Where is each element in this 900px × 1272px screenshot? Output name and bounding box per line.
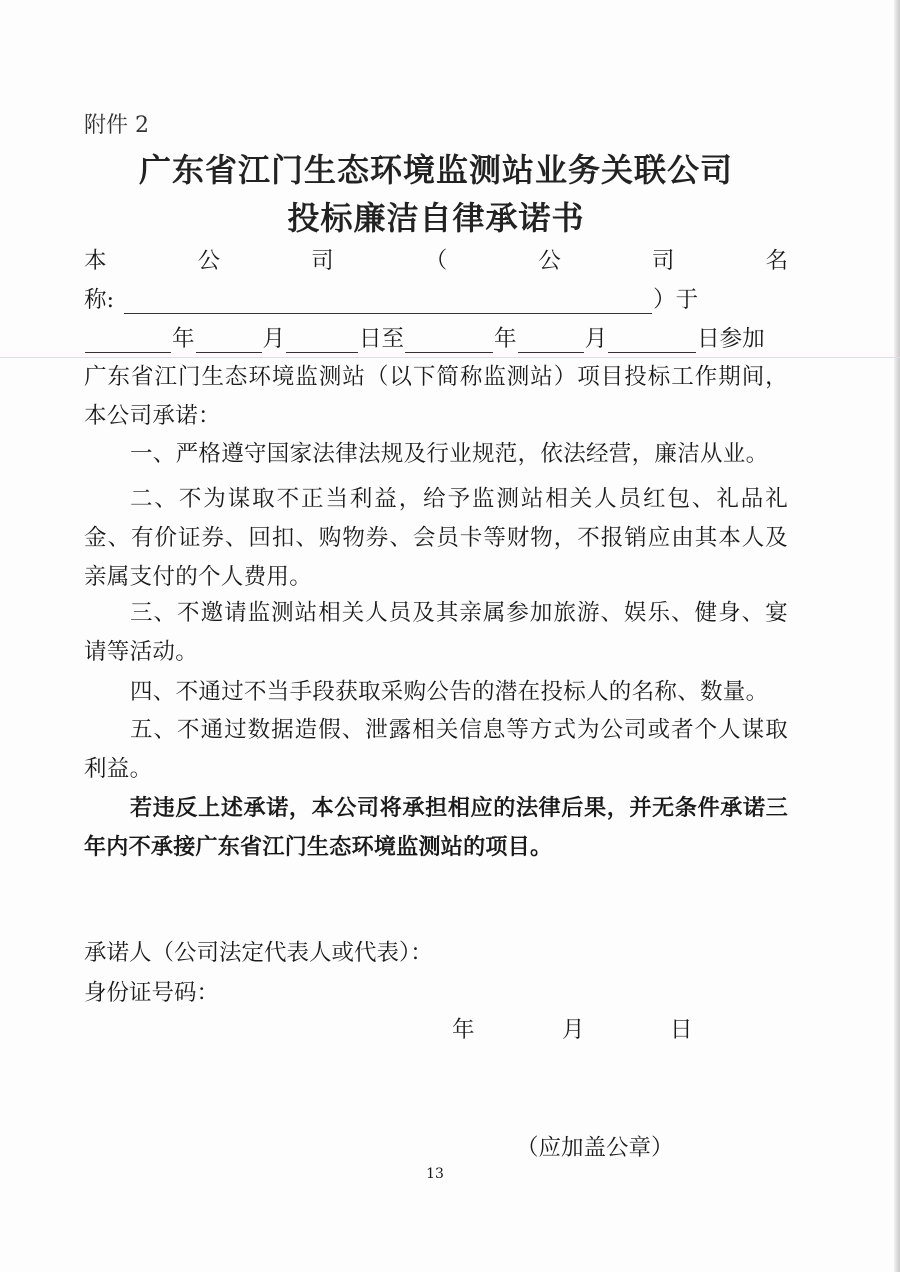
day-blank-1[interactable]	[286, 330, 358, 353]
intro-char: 公	[197, 248, 221, 274]
day-blank-2[interactable]	[608, 330, 696, 353]
title-line-2: 投标廉洁自律承诺书	[287, 199, 585, 237]
month-label-1: 月	[262, 326, 286, 352]
scan-edge	[894, 0, 900, 1272]
year-blank-1[interactable]	[85, 330, 171, 353]
promisor-label: 承诺人（公司法定代表人或代表）：	[84, 940, 433, 966]
clause-1: 一、严格遵守国家法律法规及行业规范，依法经营，廉洁从业。	[130, 441, 769, 467]
attachment-label: 附件 2	[84, 113, 149, 138]
company-prefix: 称:	[84, 287, 115, 313]
clause-2: 二、不为谋取不正当利益，给予监测站相关人员红包、礼品礼金、有价证券、回扣、购物券、会员卡等财物，不报销应由其本人及亲属支付的个人费用。	[84, 486, 788, 590]
month-blank-1[interactable]	[196, 330, 262, 353]
title-line-1: 广东省江门生态环境监测站业务关联公司	[138, 151, 733, 189]
company-name-blank[interactable]	[124, 291, 652, 314]
day-join-label: 日参加	[697, 326, 765, 352]
intro-char: （	[424, 248, 448, 274]
year-label-1: 年	[172, 326, 195, 352]
sig-day-label: 日	[670, 1017, 693, 1043]
page-number: 13	[426, 1166, 444, 1182]
company-suffix: ）于	[653, 287, 699, 313]
company-name-line	[84, 282, 788, 314]
year-blank-2[interactable]	[405, 330, 493, 353]
intro-char: 司	[651, 248, 675, 274]
conclusion-paragraph: 若违反上述承诺，本公司将承担相应的法律后果，并无条件承诺三年内不承接广东省江门生态环境监测站的项目。	[84, 796, 788, 860]
month-label-2: 月	[584, 326, 608, 352]
intro-char: 司	[311, 248, 334, 274]
clause-4: 四、不通过不当手段获取采购公告的潜在投标人的名称、数量。	[130, 679, 769, 705]
intro-char: 名	[765, 248, 788, 274]
month-blank-2[interactable]	[518, 330, 584, 353]
intro-char: 公	[538, 248, 561, 274]
year-label-2: 年	[494, 326, 517, 352]
day-to-label: 日至	[359, 326, 405, 352]
stamp-note: （应加盖公章）	[516, 1135, 674, 1161]
sig-month-label: 月	[562, 1017, 585, 1043]
id-number-label: 身份证号码：	[84, 980, 220, 1006]
intro-paragraph: 广东省江门生态环境监测站（以下简称监测站）项目投标工作期间，本公司承诺：	[84, 364, 788, 429]
date-range-line	[84, 321, 788, 353]
sig-year-label: 年	[452, 1017, 475, 1043]
clause-3: 三、不邀请监测站相关人员及其亲属参加旅游、娱乐、健身、宴请等活动。	[84, 600, 788, 665]
intro-char: 本	[84, 248, 107, 274]
intro-spread-line	[84, 243, 788, 275]
clause-5: 五、不通过数据造假、泄露相关信息等方式为公司或者个人谋取利益。	[84, 717, 788, 782]
